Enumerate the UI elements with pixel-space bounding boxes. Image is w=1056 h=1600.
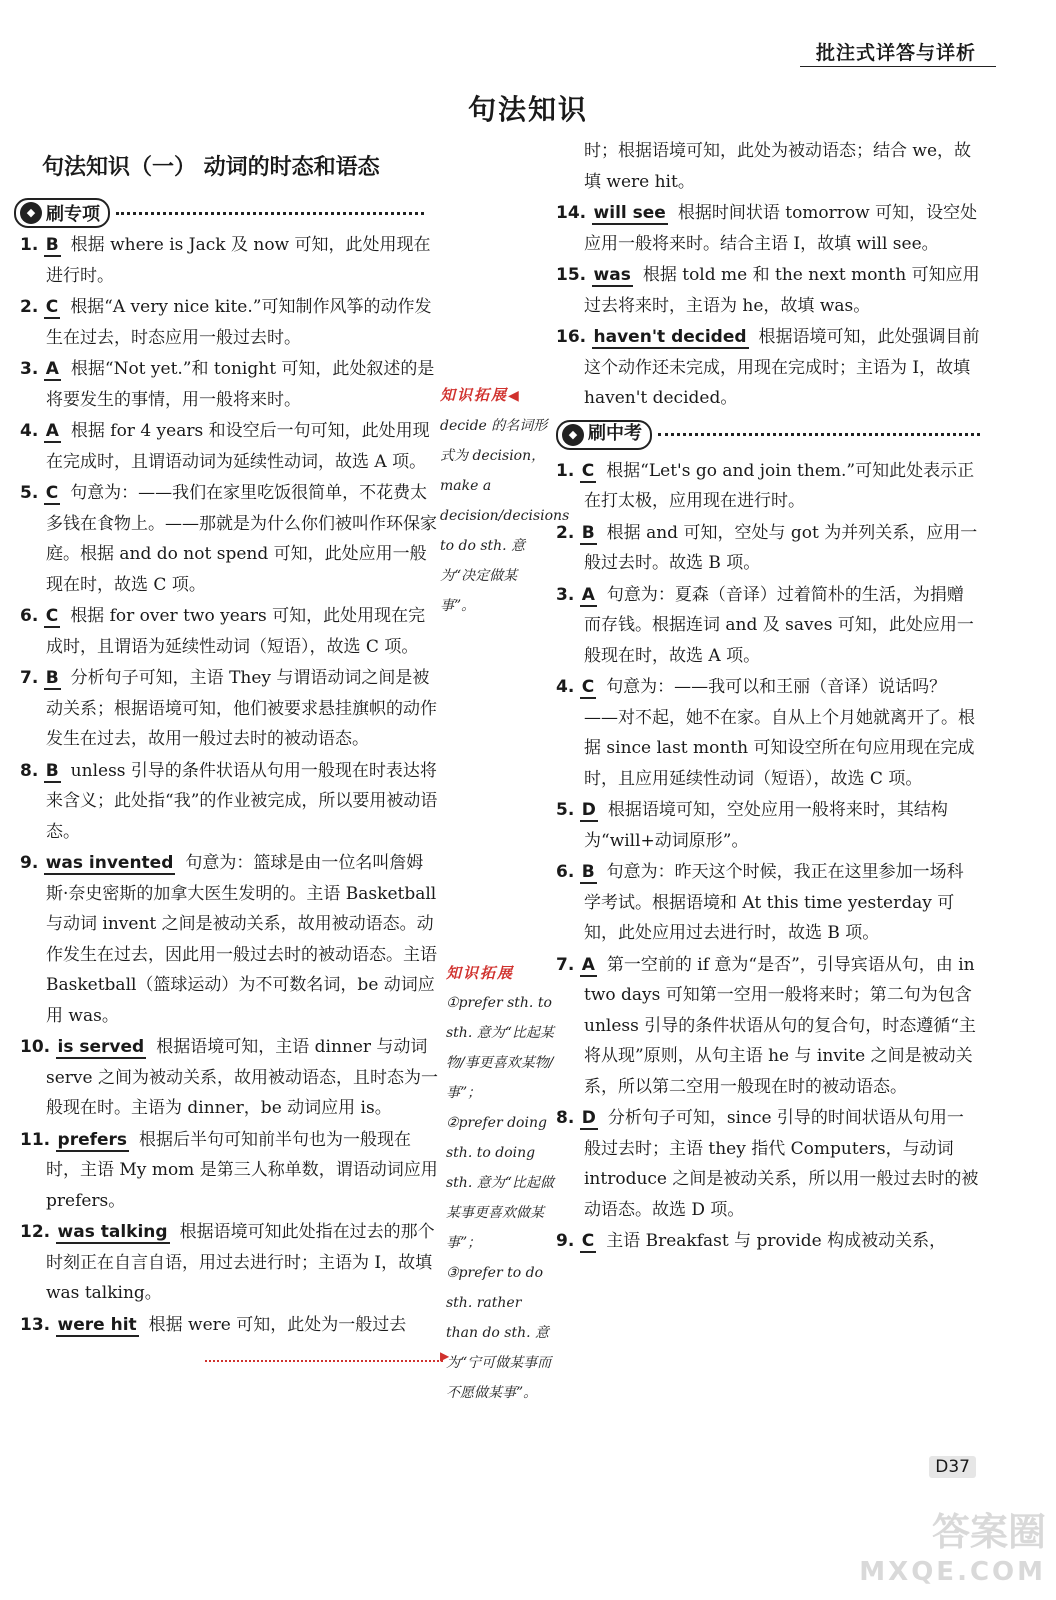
watermark-main: 答案圈 xyxy=(931,1510,1046,1554)
item-number: 6. xyxy=(20,606,39,626)
item-answer: B xyxy=(45,668,59,688)
continued-answer: 时；根据语境可知，此处为被动语态；结合 we，故填 were hit。 xyxy=(584,141,972,192)
item-answer: A xyxy=(45,421,59,441)
exam-items xyxy=(556,456,980,1257)
item-number: 4. xyxy=(556,677,575,697)
answer-item xyxy=(20,848,438,1031)
item-number: 4. xyxy=(20,421,39,441)
item-number: 11. xyxy=(20,1129,51,1150)
item-answer: were hit xyxy=(57,1314,137,1335)
item-number: 9. xyxy=(20,853,39,873)
item-number: 6. xyxy=(556,862,575,882)
item-answer: B xyxy=(581,862,595,882)
item-answer: B xyxy=(45,235,59,255)
watermark xyxy=(859,1512,1046,1592)
answer-item xyxy=(20,1032,438,1124)
item-number: 8. xyxy=(20,760,39,781)
arrow-left-icon: ◀ xyxy=(508,388,519,404)
side-note-title: 知识拓展 xyxy=(446,964,515,982)
item-answer: C xyxy=(45,606,59,626)
answer-item xyxy=(20,354,438,415)
page-number: D37 xyxy=(929,1456,976,1478)
item-explanation: 分析句子可知，主语 They 与谓语动词之间是被动关系；根据语境可知，他们被要求悬挂旗帜的动作发生在过去，故用一般过去时的被动语态。 xyxy=(46,668,437,749)
answer-item xyxy=(20,756,438,848)
answer-item xyxy=(556,1226,980,1257)
item-explanation: 根据语境可知，此处强调目前这个动作还未完成，用现在完成时；主语为 I，故填 haven't decided。 xyxy=(584,327,980,408)
banner-dots xyxy=(116,212,424,215)
item-number: 7. xyxy=(20,668,39,688)
banner-exam-label: 刷中考 xyxy=(588,423,642,445)
item-answer: B xyxy=(45,760,59,781)
item-answer: C xyxy=(581,1231,595,1251)
answer-item xyxy=(556,950,980,1103)
banner-special-tag xyxy=(14,198,110,228)
item-explanation: 根据“Let's go and join them.”可知此处表示正在打太极，应用现在进行时。 xyxy=(584,460,975,511)
answer-item xyxy=(20,663,438,755)
right-column xyxy=(556,136,980,1258)
item-explanation: 根据语境可知，空处应用一般将来时，其结构为“will+动词原形”。 xyxy=(584,800,948,851)
item-explanation: 句意为：——我可以和王丽（音译）说话吗？——对不起，她不在家。自从上个月她就离开了。根据 since last month 可知设空所在句应用现在完成时，且应用延续性动词（短语），故选 C 项。 xyxy=(584,677,975,789)
answer-item xyxy=(556,198,980,259)
item-explanation: 根据“A very nice kite.”可知制作风筝的动作发生在过去，时态应用一般过去时。 xyxy=(46,297,432,348)
answer-item xyxy=(556,1103,980,1225)
item-answer: A xyxy=(581,584,595,605)
item-explanation: unless 引导的条件状语从句用一般现在时表达将来含义；此处指“我”的作业被完成，所以要用被动语态。 xyxy=(46,760,438,842)
watermark-sub: MXQE.COM xyxy=(859,1557,1046,1587)
item-answer: A xyxy=(45,359,59,379)
item-explanation: 句意为：篮球是由一位名叫詹姆斯·奈史密斯的加拿大医生发明的。主语 Basketball 与动词 invent 之间是被动关系，故用被动语态。动作发生在过去，因此用一般过去时的被动语态。主语 Basketball（篮球运动）为不可数名词，be 动词应用 was。 xyxy=(46,853,437,1026)
item-number: 10. xyxy=(20,1037,51,1057)
item-number: 9. xyxy=(556,1231,575,1251)
item-answer: B xyxy=(581,522,595,543)
item-explanation: 主语 Breakfast 与 provide 构成被动关系， xyxy=(606,1231,947,1251)
item-explanation: 根据 were 可知，此处为一般过去 xyxy=(148,1314,407,1335)
item-number: 14. xyxy=(556,203,587,223)
answer-item xyxy=(556,672,980,794)
side-note-text-3: ③prefer to do sth. rather than do sth. 意为“宁可做某事而不愿做某事”。 xyxy=(446,1265,552,1401)
item-number: 16. xyxy=(556,327,587,347)
item-number: 8. xyxy=(556,1108,575,1128)
item-answer: was talking xyxy=(57,1222,168,1242)
answer-item xyxy=(20,230,438,291)
item-explanation: 根据 told me 和 the next month 可知应用过去将来时，主语为 he，故填 was。 xyxy=(584,265,980,316)
dotted-link-line xyxy=(205,1360,443,1362)
side-note-title: 知识拓展 xyxy=(440,386,509,404)
item-answer: prefers xyxy=(57,1129,128,1150)
running-header: 批注式详答与详析 xyxy=(815,42,976,64)
item-explanation: 第一空前的 if 意为“是否”，引导宾语从句，由 in two days 可知第一空用一般将来时；第二句为包含 unless 引导的条件状语从句的复合句，时态遵循“主将从现”原则，从句主语 he 与 invite 之间是被动关系，所以第二空用一般现在时的被动语态。 xyxy=(584,954,976,1097)
item-answer: C xyxy=(45,483,59,503)
item-number: 7. xyxy=(556,954,575,975)
answer-item xyxy=(556,260,980,321)
section-title: 句法知识（一） 动词的时态和语态 xyxy=(42,155,380,180)
banner-special xyxy=(14,198,424,228)
item-answer: D xyxy=(581,800,596,820)
item-number: 13. xyxy=(20,1314,51,1335)
item-answer: C xyxy=(581,677,595,697)
left-column xyxy=(20,230,438,1341)
answer-item xyxy=(20,416,438,477)
item-explanation: 句意为：昨天这个时候，我正在这里参加一场科学考试。根据语境和 At this time yesterday 可知，此处应用过去进行时，故选 B 项。 xyxy=(584,862,964,943)
item-number: 1. xyxy=(556,460,575,481)
book-icon: ◆ xyxy=(20,202,42,224)
answer-item xyxy=(556,322,980,414)
answer-item xyxy=(20,601,438,662)
item-explanation: 根据语境可知此处指在过去的那个时刻正在自言自语，用过去进行时；主语为 I，故填 was talking。 xyxy=(46,1222,435,1303)
item-explanation: 句意为：夏森（音译）过着简朴的生活，为捐赠而存钱。根据连词 and 及 saves 可知，此处应用一般现在时，故选 A 项。 xyxy=(584,584,974,666)
item-number: 2. xyxy=(556,522,575,543)
item-answer: will see xyxy=(593,203,666,223)
item-number: 5. xyxy=(20,483,39,503)
item-number: 3. xyxy=(556,584,575,605)
right-items xyxy=(556,198,980,414)
item-explanation: 根据“Not yet.”和 tonight 可知，此处叙述的是将要发生的事情，用一般将来时。 xyxy=(46,359,435,410)
header-rule xyxy=(800,66,996,67)
banner-special-label: 刷专项 xyxy=(46,204,100,225)
item-number: 15. xyxy=(556,265,587,285)
item-answer: is served xyxy=(57,1037,145,1057)
item-answer: C xyxy=(581,460,595,481)
item-explanation: 根据 and 可知，空处与 got 为并列关系，应用一般过去时。故选 B 项。 xyxy=(584,522,978,573)
answer-item xyxy=(20,1217,438,1309)
answer-item xyxy=(556,456,980,517)
item-number: 3. xyxy=(20,359,39,379)
page-title: 句法知识 xyxy=(467,93,588,126)
book-icon: ◆ xyxy=(562,424,584,446)
item-explanation: 根据 where is Jack 及 now 可知，此处用现在进行时。 xyxy=(46,235,431,286)
side-note-text-1: ①prefer sth. to sth. 意为“比起某物/事更喜欢某物/事”； xyxy=(446,995,554,1101)
item-answer: D xyxy=(581,1108,596,1128)
answer-item xyxy=(556,580,980,672)
answer-item xyxy=(20,1125,438,1217)
side-note-text: decide 的名词形式为 decision，make a decision/decisions to do sth. 意为“决定做某事”。 xyxy=(440,418,570,614)
answer-item xyxy=(556,518,980,579)
side-note-text-2: ②prefer doing sth. to doing sth. 意为“比起做某事更喜欢做某事”； xyxy=(446,1115,554,1251)
item-number: 1. xyxy=(20,235,39,255)
side-note-1 xyxy=(440,380,570,621)
item-explanation: 根据后半句可知前半句也为一般现在时，主语 My mom 是第三人称单数，谓语动词应用 prefers。 xyxy=(46,1129,438,1211)
item-answer: was xyxy=(593,265,631,285)
item-answer: haven't decided xyxy=(593,327,747,347)
side-note-2 xyxy=(446,958,556,1408)
item-number: 5. xyxy=(556,800,575,820)
item-explanation: 根据时间状语 tomorrow 可知，设空处应用一般将来时。结合主语 I，故填 will see。 xyxy=(584,203,978,254)
item-explanation: 根据 for over two years 可知，此处用现在完成时，且谓语为延续性动词（短语），故选 C 项。 xyxy=(46,606,426,657)
item-explanation: 句意为：——我们在家里吃饭很简单，不花费太多钱在食物上。——那就是为什么你们被叫作环保家庭。根据 and do not spend 可知，此处应用一般现在时，故选 C 项。 xyxy=(46,483,437,595)
answer-item xyxy=(20,1310,438,1341)
banner-dots xyxy=(658,433,980,436)
banner-exam-tag xyxy=(556,420,652,450)
item-number: 2. xyxy=(20,297,39,317)
item-explanation: 根据语境可知，主语 dinner 与动词 serve 之间为被动关系，故用被动语态，且时态为一般现在时。主语为 dinner，be 动词应用 is。 xyxy=(46,1037,438,1118)
item-answer: was invented xyxy=(45,853,174,873)
arrow-right-icon: ▶ xyxy=(440,1349,450,1363)
item-answer: A xyxy=(581,954,595,975)
banner-exam xyxy=(556,420,980,450)
answer-item xyxy=(20,478,438,600)
item-answer: C xyxy=(45,297,59,317)
answer-item xyxy=(556,857,980,949)
item-explanation: 根据 for 4 years 和设空后一句可知，此处用现在完成时，且谓语动词为延续性动词，故选 A 项。 xyxy=(46,421,430,472)
answer-item xyxy=(556,795,980,856)
item-number: 12. xyxy=(20,1222,51,1242)
item-explanation: 分析句子可知，since 引导的时间状语从句用一般过去时；主语 they 指代 Computers，与动词 introduce 之间是被动关系，所以用一般过去时的被动语态。故选 D 项。 xyxy=(584,1108,979,1220)
answer-item xyxy=(20,292,438,353)
